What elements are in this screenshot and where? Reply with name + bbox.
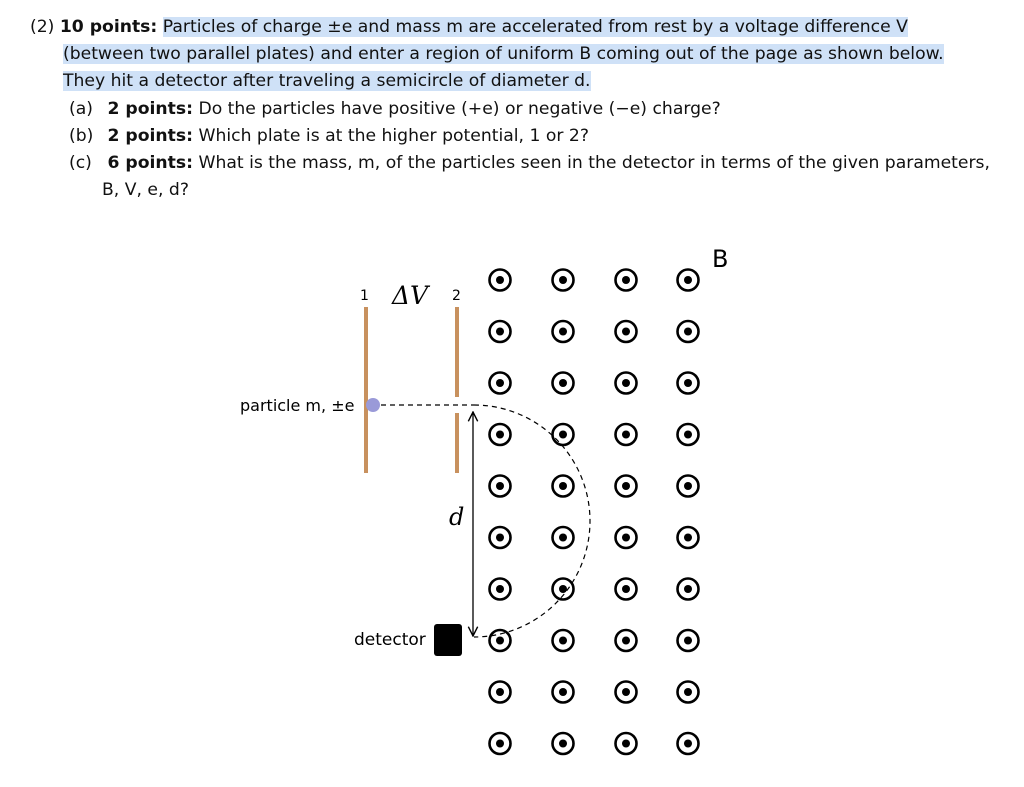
field-out-of-page-icon: [616, 321, 637, 342]
diameter-label: d: [449, 503, 465, 531]
field-label: B: [712, 245, 729, 273]
part-c-text: What is the mass, m, of the particles seen in the detector in terms of the given parameters, B, V, e, d?: [102, 153, 990, 201]
field-out-of-page-icon: [678, 579, 699, 600]
field-out-of-page-icon: [678, 682, 699, 703]
field-out-of-page-icon: [616, 579, 637, 600]
plate-1: [364, 307, 368, 473]
field-out-of-page-icon: [553, 270, 574, 291]
part-a-text: Do the particles have positive (+e) or negative (−e) charge?: [198, 98, 721, 119]
field-out-of-page-icon: [616, 373, 637, 394]
field-out-of-page-icon: [490, 373, 511, 394]
field-out-of-page-icon: [553, 733, 574, 754]
field-out-of-page-icon: [678, 476, 699, 497]
field-out-of-page-icon: [553, 373, 574, 394]
field-out-of-page-icon: [678, 321, 699, 342]
part-b-label: (b): [69, 125, 94, 146]
problem-stem-text: Particles of charge ±e and mass m are accelerated from rest by a voltage difference V (between two parallel plates) and enter a region of uniform B coming out of the page as shown below. They hit a detector after traveling a semicircle of diameter d.: [63, 17, 944, 92]
field-out-of-page-icon: [490, 476, 511, 497]
field-out-of-page-icon: [553, 476, 574, 497]
field-out-of-page-icon: [616, 424, 637, 445]
particle-dot: [366, 398, 380, 412]
field-grid: [490, 270, 699, 755]
plate-2-label: 2: [452, 288, 461, 304]
field-out-of-page-icon: [678, 527, 699, 548]
field-out-of-page-icon: [553, 630, 574, 651]
particle-label: particle m, ±e: [240, 396, 355, 415]
part-b-points: 2 points:: [107, 125, 193, 146]
field-out-of-page-icon: [553, 682, 574, 703]
field-out-of-page-icon: [553, 579, 574, 600]
field-out-of-page-icon: [616, 733, 637, 754]
part-a-label: (a): [69, 98, 93, 119]
field-out-of-page-icon: [678, 373, 699, 394]
field-out-of-page-icon: [616, 682, 637, 703]
field-out-of-page-icon: [678, 733, 699, 754]
field-out-of-page-icon: [490, 424, 511, 445]
field-out-of-page-icon: [616, 476, 637, 497]
field-out-of-page-icon: [616, 527, 637, 548]
field-out-of-page-icon: [553, 527, 574, 548]
field-out-of-page-icon: [616, 270, 637, 291]
part-c-points: 6 points:: [107, 153, 193, 174]
field-out-of-page-icon: [678, 270, 699, 291]
detector-label: detector: [354, 630, 426, 650]
field-out-of-page-icon: [490, 630, 511, 651]
field-out-of-page-icon: [553, 424, 574, 445]
field-out-of-page-icon: [490, 733, 511, 754]
plate-2-lower: [455, 413, 459, 473]
plate-1-label: 1: [360, 288, 369, 304]
part-c-label: (c): [69, 153, 92, 174]
field-out-of-page-icon: [490, 527, 511, 548]
field-out-of-page-icon: [553, 321, 574, 342]
part-a-points: 2 points:: [107, 98, 193, 119]
plate-2-upper: [455, 307, 459, 397]
field-out-of-page-icon: [490, 321, 511, 342]
problem-number: (2): [30, 17, 55, 37]
voltage-label: ΔV: [392, 281, 429, 310]
field-out-of-page-icon: [678, 630, 699, 651]
field-out-of-page-icon: [678, 424, 699, 445]
detector-block: [434, 624, 462, 656]
field-out-of-page-icon: [490, 682, 511, 703]
field-out-of-page-icon: [616, 630, 637, 651]
problem-points: 10 points:: [59, 17, 158, 37]
field-out-of-page-icon: [490, 579, 511, 600]
part-b-text: Which plate is at the higher potential, 1 or 2?: [198, 125, 589, 146]
field-out-of-page-icon: [490, 270, 511, 291]
